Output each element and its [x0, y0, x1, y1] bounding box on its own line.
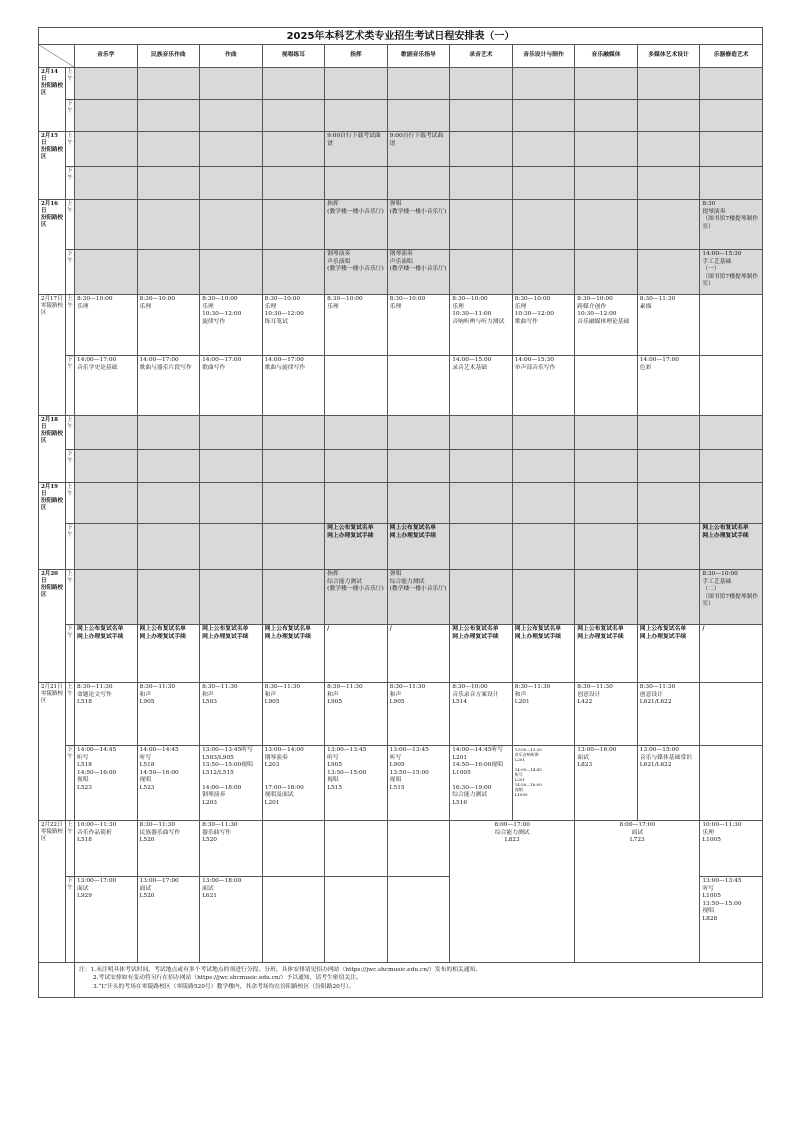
schedule-cell [262, 483, 325, 524]
schedule-cell [75, 68, 138, 100]
schedule-cell: 13:00—14:00 钢琴演奏 L203 17:00—18:00 视唱及面试 L201 [262, 746, 325, 821]
schedule-cell: 14:00—17:00 歌曲与器乐片段写作 [137, 356, 200, 416]
schedule-cell [700, 100, 763, 132]
schedule-cell [200, 167, 263, 200]
schedule-cell [137, 416, 200, 450]
schedule-table [38, 27, 763, 998]
schedule-cell [575, 250, 638, 295]
schedule-cell: 13:00—13:45听写 L503/L905 13:50—15:00视唱 L512/L515 14:00—18:00 钢琴演奏 L203 [200, 746, 263, 821]
schedule-cell [137, 570, 200, 625]
am-label: 上午 [66, 132, 75, 167]
pm-label: 下午 [66, 625, 75, 683]
schedule-cell [75, 416, 138, 450]
schedule-cell [75, 200, 138, 250]
date-label: 2月15日 [41, 133, 58, 147]
date-label: 2月19日 [41, 484, 58, 498]
pm-label: 下午 [66, 167, 75, 200]
major-header: 民族音乐作曲 [137, 45, 200, 68]
am-label: 上午 [66, 200, 75, 250]
schedule-cell [137, 100, 200, 132]
schedule-cell [575, 100, 638, 132]
major-header: 音乐融媒体 [575, 45, 638, 68]
schedule-cell [450, 483, 513, 524]
schedule-cell [637, 68, 700, 100]
schedule-cell-merged: 8:00—17:00 综合能力测试 L823 [450, 821, 575, 963]
schedule-cell [137, 524, 200, 570]
schedule-cell: 网上公布复试名单 网上办理复试手续 [387, 524, 450, 570]
campus-label: 汾阳路校区 [41, 585, 64, 599]
schedule-cell [387, 821, 450, 877]
schedule-cell: 8:30—10:00 手工艺基础 （二） （图书馆7楼提琴制作室） [700, 570, 763, 625]
date-label: 2月16日 [41, 201, 58, 215]
schedule-cell: 网上公布复试名单 网上办理复试手续 [512, 625, 575, 683]
major-header: 指挥 [325, 45, 388, 68]
schedule-cell [137, 483, 200, 524]
schedule-cell: 8:30—10:00 跨媒介创作 10:30—12:00 音乐融媒体理论基础 [575, 295, 638, 356]
schedule-cell [575, 68, 638, 100]
schedule-cell: 8:30—10:00 乐理 10:30—12:00 歌曲写作 [512, 295, 575, 356]
schedule-cell [637, 250, 700, 295]
note-line: 3.“L”开头的考场在零陵路校区（零陵路520号）教学楼内，其余考场均在汾阳路校区（汾阳路20号）。 [93, 983, 355, 990]
campus-label: 汾阳路校区 [41, 83, 64, 97]
major-header: 音乐设计与制作 [512, 45, 575, 68]
schedule-cell: 8:30—11:30 素描 [637, 295, 700, 356]
schedule-cell [325, 450, 388, 483]
schedule-cell: 8:30—10:00 乐理 10:30—12:00 旋律写作 [200, 295, 263, 356]
schedule-cell: 8:30—11:30 和声 L905 [325, 683, 388, 746]
schedule-sheet [38, 27, 763, 998]
schedule-cell: / [325, 625, 388, 683]
schedule-cell [512, 200, 575, 250]
schedule-cell: 网上公布复试名单 网上办理复试手续 [200, 625, 263, 683]
schedule-cell [262, 450, 325, 483]
schedule-cell [262, 250, 325, 295]
schedule-cell [512, 416, 575, 450]
schedule-cell: 弹唱 (教学楼一楼小音乐厅) [387, 200, 450, 250]
schedule-cell [75, 524, 138, 570]
schedule-cell: 钢琴演奏 声乐演唱 (教学楼一楼小音乐厅) [387, 250, 450, 295]
schedule-cell: 14:00—17:00 音乐学史论基础 [75, 356, 138, 416]
schedule-cell [387, 356, 450, 416]
schedule-cell: 14:00—14:45 听写 L518 14:50—16:00 视唱 L523 [137, 746, 200, 821]
schedule-cell [137, 200, 200, 250]
schedule-cell [700, 746, 763, 821]
pm-label: 下午 [66, 250, 75, 295]
schedule-cell: 8:30 提琴演奏 （图书馆7楼提琴制作室） [700, 200, 763, 250]
schedule-cell [512, 483, 575, 524]
pm-label: 下午 [66, 524, 75, 570]
schedule-cell [262, 200, 325, 250]
am-label: 上午 [66, 570, 75, 625]
date-cell [39, 68, 66, 132]
schedule-cell: 14:00—17:00 歌曲与旋律写作 [262, 356, 325, 416]
schedule-cell [75, 450, 138, 483]
am-label: 上午 [66, 821, 75, 877]
schedule-cell: 8:30—11:30 创意设计 L422 [575, 683, 638, 746]
campus-label: 汾阳路校区 [41, 147, 64, 161]
date-label: 2月18日 [41, 417, 58, 431]
schedule-cell: 8:30—10:00 乐理 [137, 295, 200, 356]
schedule-cell [75, 570, 138, 625]
schedule-cell: 14:00—15:00 录音艺术基础 [450, 356, 513, 416]
schedule-cell [700, 683, 763, 746]
am-label: 上午 [66, 683, 75, 746]
schedule-cell [450, 100, 513, 132]
header-corner [39, 45, 75, 68]
page-title: 2025年本科艺术类专业招生考试日程安排表（一） [39, 28, 763, 45]
schedule-cell [137, 68, 200, 100]
schedule-cell [262, 524, 325, 570]
schedule-cell [450, 416, 513, 450]
schedule-cell [575, 570, 638, 625]
am-label: 上午 [66, 295, 75, 356]
schedule-cell [512, 250, 575, 295]
pm-label: 下午 [66, 100, 75, 132]
schedule-cell [700, 356, 763, 416]
schedule-cell [700, 483, 763, 524]
date-cell [39, 416, 66, 483]
schedule-cell [450, 200, 513, 250]
schedule-cell [637, 132, 700, 167]
schedule-cell: 8:30—10:00 乐理 [325, 295, 388, 356]
pm-label: 下午 [66, 450, 75, 483]
date-label: 2月17日 [41, 296, 63, 302]
schedule-cell [512, 100, 575, 132]
schedule-cell: 14:00—14:45听写 L201 14:50—16:00视唱 L1005 16:30—19:00 综合能力测试 L516 [450, 746, 513, 821]
schedule-cell [637, 416, 700, 450]
schedule-cell [575, 167, 638, 200]
date-label: 2月14日 [41, 69, 58, 83]
major-header: 音乐学 [75, 45, 138, 68]
schedule-cell: 14:00—15:30 手工艺基础 （一） （图书馆7楼提琴制作室） [700, 250, 763, 295]
schedule-cell [512, 450, 575, 483]
schedule-cell: 13:00—13:30 音乐音响听辨 L201 14:00—14:45 听写 L201 14:50—16:00 视唱 L1005 [512, 746, 575, 821]
schedule-cell [637, 570, 700, 625]
schedule-cell [200, 250, 263, 295]
schedule-cell [512, 570, 575, 625]
schedule-cell: 13:00—13:45 听写 L1005 13:50—15:00 视唱 L828 [700, 877, 763, 963]
schedule-cell: 9:00自行下载考试曲谱 [387, 132, 450, 167]
date-cell [39, 132, 66, 200]
schedule-cell: 10:00—11:30 乐理 L1005 [700, 821, 763, 877]
schedule-cell [387, 68, 450, 100]
schedule-cell-merged: 8:00—17:00 面试 L723 [575, 821, 700, 963]
schedule-cell: 8:30—10:00 乐理 [75, 295, 138, 356]
pm-label: 下午 [66, 356, 75, 416]
date-cell [39, 570, 66, 683]
schedule-cell [325, 167, 388, 200]
date-label: 2月20日 [41, 571, 58, 585]
schedule-cell: 8:30—11:30 器乐曲写作 L520 [200, 821, 263, 877]
schedule-cell [450, 132, 513, 167]
schedule-cell: 8:30—10:00 乐理 [387, 295, 450, 356]
schedule-cell [700, 68, 763, 100]
date-cell [39, 295, 66, 416]
schedule-cell [637, 200, 700, 250]
schedule-cell: 指挥 综合能力测试 (教学楼一楼小音乐厅) [325, 570, 388, 625]
schedule-cell [387, 877, 450, 963]
schedule-cell [700, 167, 763, 200]
schedule-cell [512, 167, 575, 200]
schedule-cell [262, 68, 325, 100]
schedule-cell: 13:00—17:00 面试 L520 [137, 877, 200, 963]
schedule-cell: 8:30—11:30 和声 L201 [512, 683, 575, 746]
schedule-cell [137, 167, 200, 200]
schedule-cell: 13:00—17:00 面试 L929 [75, 877, 138, 963]
schedule-cell [75, 250, 138, 295]
note-line: 2.考试安排如有变动将另行在招办网站（https://jwc.shcmusic.edu.cn/）予以通知，请考生密切关注。 [93, 975, 362, 982]
schedule-cell: 8:30—10:00 乐理 10:30—12:00 练耳笔试 [262, 295, 325, 356]
schedule-cell [262, 167, 325, 200]
schedule-cell [262, 570, 325, 625]
schedule-cell [512, 68, 575, 100]
schedule-cell [575, 200, 638, 250]
schedule-cell [637, 100, 700, 132]
schedule-cell [200, 524, 263, 570]
schedule-cell: 13:00—13:45 听写 L905 13:50—15:00 视唱 L515 [325, 746, 388, 821]
schedule-cell [200, 450, 263, 483]
schedule-cell: 8:30—11:30 和声 L905 [262, 683, 325, 746]
schedule-cell [637, 483, 700, 524]
schedule-cell: 网上公布复试名单 网上办理复试手续 [325, 524, 388, 570]
schedule-cell [325, 483, 388, 524]
schedule-cell [325, 821, 388, 877]
schedule-cell [137, 450, 200, 483]
schedule-cell [387, 167, 450, 200]
schedule-cell: 网上公布复试名单 网上办理复试手续 [637, 625, 700, 683]
schedule-cell [137, 132, 200, 167]
schedule-cell [262, 132, 325, 167]
major-header: 歌剧音乐指导 [387, 45, 450, 68]
schedule-cell [575, 450, 638, 483]
campus-label: 汾阳路校区 [41, 215, 64, 229]
schedule-cell [262, 100, 325, 132]
notes-spacer [39, 963, 75, 998]
schedule-cell [575, 356, 638, 416]
schedule-cell: 网上公布复试名单 网上办理复试手续 [75, 625, 138, 683]
schedule-cell [75, 100, 138, 132]
schedule-cell [200, 100, 263, 132]
schedule-cell: 指挥 (教学楼一楼小音乐厅) [325, 200, 388, 250]
schedule-cell [575, 483, 638, 524]
schedule-cell [512, 132, 575, 167]
am-label: 上午 [66, 483, 75, 524]
schedule-cell [387, 416, 450, 450]
major-header: 录音艺术 [450, 45, 513, 68]
schedule-cell: 网上公布复试名单 网上办理复试手续 [575, 625, 638, 683]
schedule-cell: 14:00—17:00 歌曲写作 [200, 356, 263, 416]
schedule-cell: 8:30—11:30 民族器乐曲写作 L520 [137, 821, 200, 877]
date-cell [39, 821, 66, 963]
schedule-cell [700, 416, 763, 450]
schedule-cell [325, 68, 388, 100]
pm-label: 下午 [66, 746, 75, 821]
schedule-cell: 13:00—13:45 听写 L905 13:50—15:00 视唱 L515 [387, 746, 450, 821]
schedule-cell [325, 416, 388, 450]
schedule-cell: 14:00—17:00 色彩 [637, 356, 700, 416]
campus-label: 汾阳路校区 [41, 431, 64, 445]
schedule-cell [200, 570, 263, 625]
schedule-cell [200, 200, 263, 250]
date-label: 2月21日 [41, 684, 63, 690]
schedule-cell [700, 450, 763, 483]
schedule-cell [387, 450, 450, 483]
schedule-cell: 8:30—10:00 乐理 10:30—11:00 音响听辨与听力测试 [450, 295, 513, 356]
schedule-cell [200, 132, 263, 167]
major-header: 乐器修造艺术 [700, 45, 763, 68]
schedule-cell: 14:00—14:45 听写 L518 14:50—16:00 视唱 L523 [75, 746, 138, 821]
schedule-cell [700, 132, 763, 167]
pm-label: 下午 [66, 877, 75, 963]
schedule-cell [75, 132, 138, 167]
schedule-cell [75, 483, 138, 524]
schedule-cell [512, 524, 575, 570]
schedule-cell [387, 483, 450, 524]
date-cell [39, 483, 66, 570]
major-header: 作曲 [200, 45, 263, 68]
am-label: 上午 [66, 416, 75, 450]
schedule-cell: 8:30—11:30 和声 L905 [387, 683, 450, 746]
schedule-cell [700, 295, 763, 356]
schedule-cell [200, 68, 263, 100]
date-cell [39, 683, 66, 821]
schedule-cell: 钢琴演奏 声乐演唱 (教学楼一楼小音乐厅) [325, 250, 388, 295]
schedule-cell: 13:00—15:00 音乐与媒体基础常识 L621/L622 [637, 746, 700, 821]
schedule-cell: 8:30—10:00 音乐录音方案设计 L514 [450, 683, 513, 746]
schedule-cell [637, 524, 700, 570]
campus-label: 汾阳路校区 [41, 498, 64, 512]
schedule-cell [325, 356, 388, 416]
schedule-cell: 8:30—11:30 和声 L905 [137, 683, 200, 746]
schedule-cell: 网上公布复试名单 网上办理复试手续 [262, 625, 325, 683]
schedule-cell [387, 100, 450, 132]
am-label: 上午 [66, 68, 75, 100]
schedule-cell [262, 416, 325, 450]
schedule-cell [637, 167, 700, 200]
major-header: 多媒体艺术设计 [637, 45, 700, 68]
schedule-cell: 13:00—18:00 面试 L621 [200, 877, 263, 963]
schedule-cell: 网上公布复试名单 网上办理复试手续 [450, 625, 513, 683]
schedule-cell [450, 68, 513, 100]
schedule-cell: / [387, 625, 450, 683]
schedule-cell: 8:30—11:30 命题论文写作 L518 [75, 683, 138, 746]
schedule-cell: 网上公布复试名单 网上办理复试手续 [700, 524, 763, 570]
schedule-cell: 弹唱 综合能力测试 (教学楼一楼小音乐厅) [387, 570, 450, 625]
schedule-cell: 10:00—11:30 音乐作品简析 L518 [75, 821, 138, 877]
schedule-cell [637, 450, 700, 483]
schedule-cell [450, 570, 513, 625]
schedule-cell: 13:00—16:00 面试 L823 [575, 746, 638, 821]
schedule-cell [137, 250, 200, 295]
schedule-cell [325, 100, 388, 132]
schedule-cell: 14:00—15:30 单声部音乐写作 [512, 356, 575, 416]
notes-cell [75, 963, 763, 998]
date-label: 2月22日 [41, 822, 63, 828]
schedule-cell: 网上公布复试名单 网上办理复试手续 [137, 625, 200, 683]
schedule-cell [575, 132, 638, 167]
note-line: 注：1.未注明具体考试时间、考试地点或有多个考试地点的须进行分段、分班，具体安排请见招办网站（https://jwc.shcmusic.edu.cn/）发布的相关通知。 [79, 967, 482, 973]
schedule-cell [75, 167, 138, 200]
date-cell [39, 200, 66, 295]
major-header: 视唱练耳 [262, 45, 325, 68]
schedule-cell [450, 450, 513, 483]
schedule-cell [575, 524, 638, 570]
schedule-cell: 8:30—11:30 和声 L503 [200, 683, 263, 746]
campus-label: 零陵路校区 [41, 303, 64, 317]
campus-label: 零陵路校区 [41, 691, 64, 705]
schedule-cell [262, 877, 325, 963]
schedule-cell [450, 167, 513, 200]
schedule-cell: 9:00自行下载考试曲谱 [325, 132, 388, 167]
schedule-cell: 8:30—11:30 创意设计 L621/L622 [637, 683, 700, 746]
schedule-cell [450, 250, 513, 295]
schedule-cell [325, 877, 388, 963]
schedule-cell: / [700, 625, 763, 683]
schedule-cell [575, 416, 638, 450]
schedule-cell [262, 821, 325, 877]
campus-label: 零陵路校区 [41, 829, 64, 843]
schedule-cell [450, 524, 513, 570]
schedule-cell [200, 483, 263, 524]
schedule-cell [200, 416, 263, 450]
